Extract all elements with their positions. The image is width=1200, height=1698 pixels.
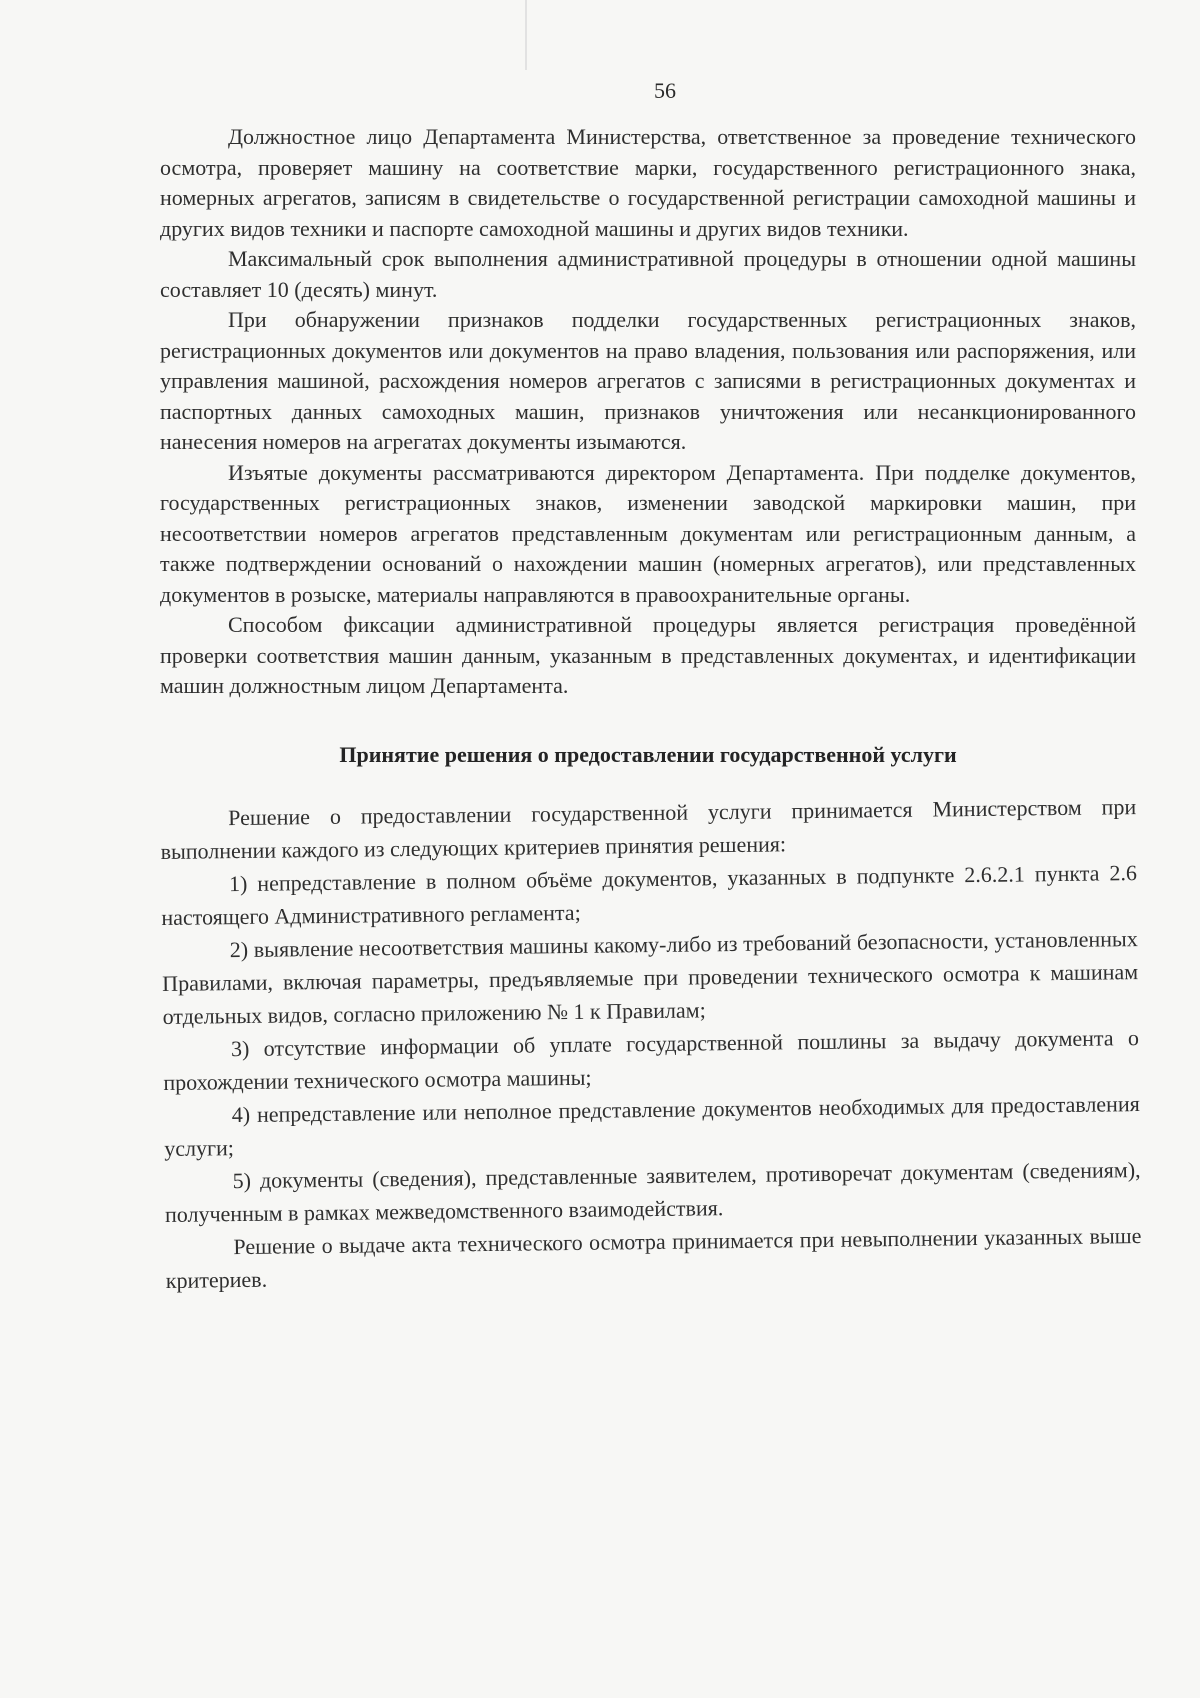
document-body: [160, 122, 1142, 1297]
page-number: 56: [654, 78, 676, 103]
paragraph-decision-intro: Решение о предоставлении государственной услуги принимается Министерством при выполнении каждого из следующих критериев принятия решения:: [160, 794, 1137, 864]
criterion-item-3: 3) отсутствие информации об уплате государственной пошлины за выдачу документа о прохождении технического осмотра машины;: [163, 1025, 1140, 1095]
paragraph-max-duration: Максимальный срок выполнения административной процедуры в отношении одной машины составляет 10 (десять) минут.: [160, 246, 1136, 302]
paragraph-act-issuance: Решение о выдаче акта технического осмотра принимается при невыполнении указанных выше критериев.: [165, 1223, 1142, 1293]
paragraph-inspection-check: Должностное лицо Департамента Министерства, ответственное за проведение технического осмотра, проверяет машину на соответствие марки, государственного регистрационного знака, номерных агрегатов, записям в свидетельстве о государственной регистрации самоходной машины и других видов техники и паспорте самоходной машины и других видов техники.: [160, 124, 1136, 241]
decision-section: [160, 790, 1142, 1297]
paragraph-seized-documents: Изъятые документы рассматриваются директором Департамента. При подделке документов, государственных регистрационных знаков, изменении заводской маркировки машин, при несоответствии номеров агрегатов представленным документам или регистрационным данным, а также подтверждении оснований о нахождении машин (номерных агрегатов), или представленных документов в розыске, материалы направляются в правоохранительные органы.: [160, 459, 1136, 607]
scan-artifact: [525, 0, 527, 70]
criterion-item-5: 5) документы (сведения), представленные заявителем, противоречат документам (сведениям), полученным в рамках межведомственного взаимодействия.: [164, 1157, 1141, 1227]
criterion-item-4: 4) непредставление или неполное представление документов необходимых для предоставления услуги;: [164, 1091, 1140, 1161]
paragraph-forgery-detection: При обнаружении признаков подделки государственных регистрационных знаков, регистрационных документов или документов на право владения, пользования или распоряжения, или управления машиной, расхождения номеров агрегатов с записями в регистрационных документах и паспортных данных самоходных машин, признаков уничтожения или несанкционированного нанесения номеров на агрегатах документы изымаются.: [160, 307, 1136, 454]
paragraph-fixation-method: Способом фиксации административной процедуры является регистрация проведённой проверки соответствия машин данным, указанным в представленных документах, и идентификации машин должностным лицом Департамента.: [160, 612, 1136, 698]
criterion-item-2: 2) выявление несоответствия машины какому-либо из требований безопасности, установленных Правилами, включая параметры, предъявляемые при проведении технического осмотра к машинам отдельных видов, согласно приложению № 1 к Правилам;: [162, 926, 1139, 1029]
criterion-item-1: 1) непредставление в полном объёме документов, указанных в подпункте 2.6.2.1 пункта 2.6 настоящего Административного регламента;: [161, 860, 1138, 930]
section-heading: Принятие решения о предоставлении государственной услуги: [339, 741, 957, 767]
